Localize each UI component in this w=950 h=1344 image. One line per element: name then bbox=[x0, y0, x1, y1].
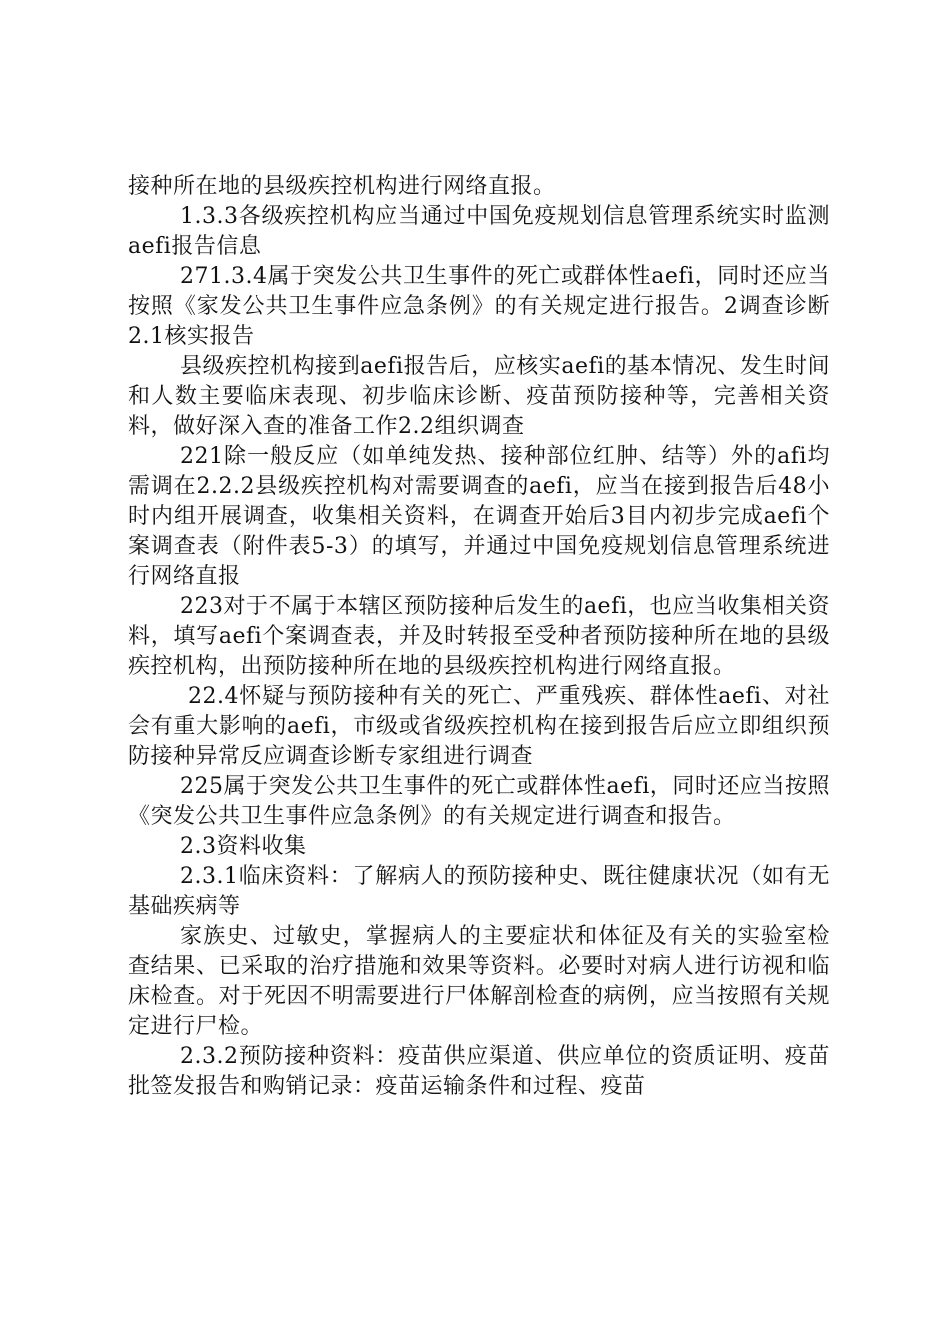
paragraph-7: 22.4怀疑与预防接种有关的死亡、严重残疾、群体性aefi、对社会有重大影响的aefi，市级或省级疾控机构在接到报告后应立即组织预防接种异常反应调查诊断专家组进行调查 bbox=[128, 684, 830, 769]
section-heading: 2.3资料收集 bbox=[180, 834, 307, 859]
paragraph-11: 2.3.2预防接种资料：疫苗供应渠道、供应单位的资质证明、疫苗批签发报告和购销记录：疫苗运输条件和过程、疫苗 bbox=[128, 1044, 830, 1099]
paragraph-1: 接种所在地的县级疾控机构进行网络直报。 bbox=[128, 174, 556, 199]
paragraph-2: 1.3.3各级疾控机构应当通过中国免疫规划信息管理系统实时监测aefi报告信息 bbox=[128, 204, 830, 259]
document-page bbox=[128, 172, 830, 1102]
paragraph-5: 221除一般反应（如单纯发热、接种部位红肿、结等）外的afi均需调在2.2.2县级疾控机构对需要调查的aefi，应当在接到报告后48小时内组开展调查，收集相关资料，在调查开始后3目内初步完成aefi个案调查表（附件表5-3）的填写，并通过中国免疫规划信息管理系统进行网络直报 bbox=[128, 444, 830, 589]
paragraph-10: 家族史、过敏史，掌握病人的主要症状和体征及有关的实验室检查结果、已采取的治疗措施和效果等资料。必要时对病人进行访视和临床检查。对于死因不明需要进行尸体解剖检查的病例，应当按照有关规定进行尸检。 bbox=[128, 924, 830, 1039]
paragraph-9: 2.3.1临床资料：了解病人的预防接种史、既往健康状况（如有无基础疾病等 bbox=[128, 864, 830, 919]
paragraph-3: 271.3.4属于突发公共卫生事件的死亡或群体性aefi，同时还应当按照《家发公共卫生事件应急条例》的有关规定进行报告。2调查诊断2.1核实报告 bbox=[128, 264, 830, 349]
paragraph-4: 县级疾控机构接到aefi报告后，应核实aefi的基本情况、发生时间和人数主要临床表现、初步临床诊断、疫苗预防接种等，完善相关资料，做好深入查的准备工作2.2组织调查 bbox=[128, 354, 830, 439]
paragraph-6: 223对于不属于本辖区预防接种后发生的aefi，也应当收集相关资料，填写aefi个案调查表，并及时转报至受种者预防接种所在地的县级疾控机构，出预防接种所在地的县级疾控机构进行网络直报。 bbox=[128, 594, 830, 679]
paragraph-8: 225属于突发公共卫生事件的死亡或群体性aefi，同时还应当按照《突发公共卫生事件应急条例》的有关规定进行调查和报告。 bbox=[128, 774, 830, 829]
